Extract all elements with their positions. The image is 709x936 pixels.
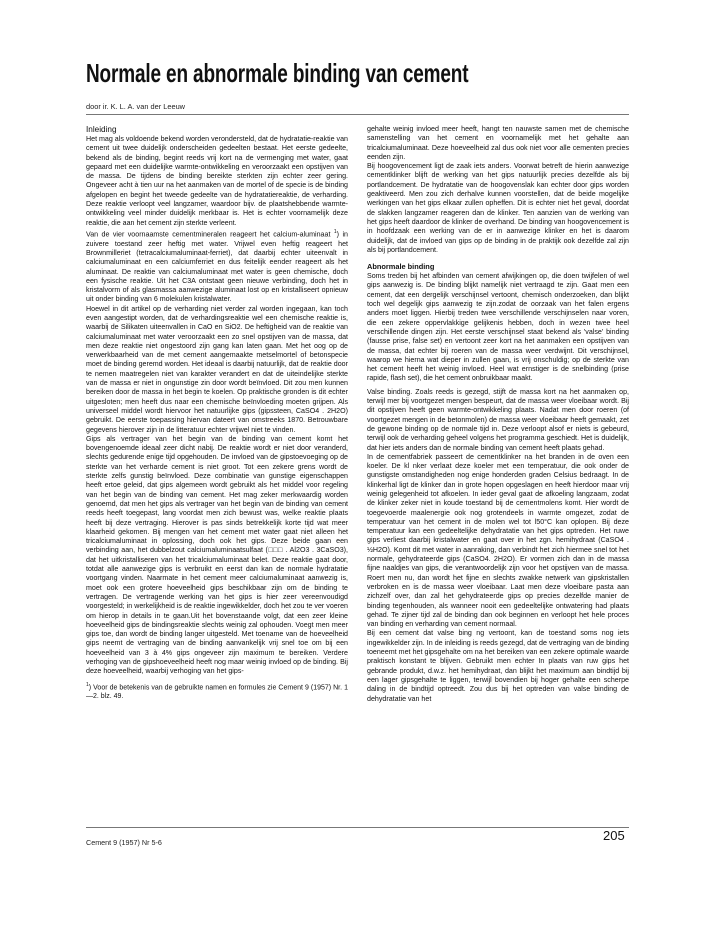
paragraph: Hoewel in dit artikel op de verharding niet verder zal worden ingegaan, kan toch even aangestipt worden, dat de verhardingsreaktie wel een chemische reaktie is, waarbij de Silikaten uiteenvallen in CaO en SiO2. De heftigheid van de reaktie van calciumaluminaat met water veroorzaakt een zo snel opstijven van de massa, dat men deze reaktie niet ongestoord zijn gang kan laten gaan. Met het oog op de verwerkbaarheid van de met cement aangemaakte metselmortel of betonspecie moet de binding geremd worden. Het ideaal is daarbij natuurlijk, dat de reaktie door te nemen maatregelen niet van karakter verandert en dat de uiteindelijke sterkte van de massa er niet in ongunstige zin door wordt beïnvloed. Dit zou men kunnen bereiken door de massa in het begin te koelen. Op praktische gronden is dit echter uitgesloten; men heeft dus naar een chemische beïnvloeding moeten grijpen. Als universeel middel wordt hiervoor het natuurlijke gips (gipssteen, CaSO4 . 2H2O) gebruikt. De eerste toepassing hiervan dateert van omstreeks 1870. Betrouwbare gegevens hierover zijn in de litteratuur echter vrijwel niet te vinden. bbox=[86, 304, 348, 434]
article-title: Normale en abnormale binding van cement bbox=[86, 58, 469, 88]
paragraph: Bij een cement dat valse bing ng vertoont, kan de toestand soms nog iets ingewikkelder zijn. In de inleiding is reeds gezegd, dat de vertraging van de binding toeneemt met het gipsgehalte om na het bereiken van een zekere optimale waarde praktisch konstant te blijven. Gebruikt men echter In plaats van ruw gips het gebrande produkt, d.w.z. het hemihydraat, dan blijkt het maximum aan bindtijd bij een lager gipsgehalte te liggen, terwijl bovendien bij hoger gehalte een scherpe daling in de bindtijd optreedt. Zou dus bij het optreden van valse binding de dehydratatie van het bbox=[367, 629, 629, 703]
author-line: door ir. K. L. A. van der Leeuw bbox=[86, 102, 186, 111]
paragraph: Valse binding. Zoals reeds is gezegd, stijft de massa kort na het aanmaken op, terwijl mer bij voortgezet mengen bespeurt, dat de massa weer vloeibaar wordt. Bij dit opstijven heeft geen warmte-ontwikkeling plaats. Nadat men door roeren (of voortgezet mengen in de betonmolen) de massa weer vloeibaar heeft gemaakt, zet de gewone binding op de normale tijd in. Deze verloopt alsof er niets is gebeurd, terwijl ook de verharding geheel volgens het programma geschiedt. Het is duidelijk, dat hier iets anders dan de normale binding van cement heeft plaats gehad. bbox=[367, 387, 629, 452]
paragraph: Gips als vertrager van het begin van de binding van cement komt het bovengenoemde ideaal zeer dicht nabij. De reaktie wordt er niet door veranderd, slechts gedurende enige tijd opgehouden. De invloed van de gipstoevoeging op de sterkte van het verharde cement is niet groot. Tot een zekere grens wordt de sterkte zelfs gunstig beïnvloed. Deze combinatie van gunstige eigenschappen heeft ertoe geleid, dat gips algemeen wordt gebruikt als het middel voor regeling van het begin van de binding van cement. Het mag zeker merkwaardig worden genoemd, dat men het gips als vertrager van het begin van de binding van cement reeds heeft toegepast, lang voordat men zich bewust was, welke reaktie plaats heeft bij deze vertraging. Hierover is pas sinds betrekkelijk korte tijd wat meer klaarheid gekomen. Bij mengen van het cement met water gaat niet alleen het tricalciumaluminaat in oplossing, doch ook het gips. Deze beide gaan een verbinding aan, het dubbelzout calciumaluminaatsulfaat (□□□ . Al2O3 . 3CaSO3), dat het uitkristalliseren van het tricalciumaluminaat belet. Deze reaktie gaat door, totdat alle aanwezige gips is verbruikt en eerst dan kan de normale hydratatie voortgang vinden. Naarmate in het cement meer calciumaluminaat aanwezig is, moet ook een grotere hoeveelheid gips beschikbaar zijn om de binding te vertragen. De vertragende werking van het gips is hier zeer vereenvoudigd voorgesteld; in werkelijkheid is de reaktie ingewikkelder, doch het zou te ver voeren om hierop in details in te gaan.Uit het bovenstaande volgt, dat een zeer kleine hoeveelheid gips de bindingsreaktie slechts weinig zal ophouden. Voegt men meer gips toe, dan wordt de binding langer uitgesteld. Met toename van de hoeveelheid gips neemt de vertraging van de binding aanvankelijk vrij snel toe om bij een hoeveelheid van 3 à 4% gips ongeveer zijn maximum te bereiken. Verdere verhoging van de gipshoeveelheid heeft nog maar weinig invloed op de binding. Bij deze hoeveelheid, waarbij verhoging van het gips- bbox=[86, 434, 348, 676]
paragraph bbox=[86, 228, 348, 305]
paragraph: Het mag als voldoende bekend worden verondersteld, dat de hydratatie-reaktie van cement uit twee duidelijk onderscheiden gedeelten bestaat. Het eerste gedeelte, bekend als de binding, begint reeds vrij kort na de vermenging met water, gaat gepaard met een duidelijke warmte-ontwikkeling en veroorzaakt een opstijven van de massa. De tijdens de binding bereikte sterkten zijn echter zeer gering. Ongeveer acht à tien uur na het aanmaken van de mortel of de specie is de binding afgelopen en begint het tweede gedeelte van de hydratatiereaktie, de verharding. Deze reaktie verloopt veel langzamer, waardoor bijv. de plaatshebbende warmte-ontwikkeling veel minder duidelijk merkbaar is. Het is echter voornamelijk deze reaktie, die aan het cement zijn sterkte verleent. bbox=[86, 135, 348, 227]
section-heading-abnormale-binding: Abnormale binding bbox=[367, 262, 435, 272]
header-rule bbox=[86, 114, 629, 115]
paragraph: In de cementfabriek passeert de cementklinker na het branden in de oven een koeler. De kl nker verlaat deze koeler met een temperatuur, die ook onder de gunstigste omstandigheden nog enige honderden graden Celsius bedraagt. In de klinkerhal ligt de klinker dan in grote hopen opgeslagen en heeft hierdoor maar vrij weinig gelegenheid tot afkoelen. In ieder geval gaat de afkoeling langzaam, zodat de klinker zeker niet in koude toestand bij de cementmolens komt. Hier wordt de toegevoerde maalenergie ook nog grotendeels in warmte omgezet, zodat de temperatuur van het cement in de molen wel tot l50°C kan oplopen. Bij deze temperatuur kan een gedeeltelijke dehydratatie van het gips optreden. Het ruwe gips verliest daarbij kristalwater en gaat over in het zgn. hemihydraat (CaSO4 . ½H2O). Komt dit met water in aanraking, dan verbindt het zich hiermee snel tot het normale, gehydrateerde gips (CaSO4. 2H2O). Er vormen zich dan in de massa fijne naaldjes van gips, die verantwoordelijk zijn voor het opstijven van de massa. Roert men nu, dan wordt het fijne en slechts zwakke netwerk van gipskristallen verbroken en is de massa weer vloeibaar. Laat men deze vloeibare pasta aan zichzelf over, dan zal het gehydrateerde gips op precies dezelfde manier de binding tegenhouden, als wanneer nooit een gedeeltelijke ontwatering had plaats gehad. Te zijner tijd zal de binding dan ook beginnen en verloopt het hele proces van binding en verharding van cement normaal. bbox=[367, 452, 629, 629]
journal-reference: Cement 9 (1957) Nr 5-6 bbox=[86, 838, 162, 847]
section-heading-inleiding: Inleiding bbox=[86, 125, 117, 134]
paragraph: Soms treden bij het afbinden van cement afwijkingen op, die doen twijfelen of wel gips aanwezig is. De binding blijkt namelijk niet vertraagd te zijn. Gaat men een cement, dat een dergelijk verschijnsel vertoont, chemisch onderzoeken, dan blijkt toch wel degelijk gips aanwezig te zijn.zodat de oorzaak van het falen ergens anders moet liggen. Hierbij treden twee verschillende verschijnselen naar voren, die een zekere oppervlakkige gelijkenis hebben, doch in wezen twee heel verschillende dingen zijn. Het eerste verschijnsel staat bekend als 'valse' binding (fausse prise, false set) en vertoont zeer kort na het aanmaken een opstijven van de massa, dat echter bij roeren van de massa weer verdwijnt. Dit verschijnsel, waarop we hierna wat dieper in zullen gaan, is vrij onschuldig; op de sterkte van het cement heeft het weinig invloed. Heel wat ernstiger is de snelbinding (prise rapide, flash set), die het cement onbruikbaar maakt. bbox=[367, 272, 629, 383]
paragraph-text: Van de vier voornaamste cementmineralen reageert het calcium-aluminaat bbox=[86, 230, 334, 239]
paragraph: Bij hoogovencement ligt de zaak iets anders. Voorwat betreft de hierin aanwezige cementklinker blijft de werking van het gips natuurlijk precies dezelfde als bij portlandcement. De hydratatie van de hoogovenslak kan echter door gips worden geaktiveerd. Men zou zich derhalve kunnen voorstellen, dat de beide mogelijke werkingen van het gips elkaar zullen opheffen. Dit is echter niet het geval, doordat de slakken langzamer reageren dan de klinker. Ten aanzien van de werking van het gips heeft daardoor de klinker de overhand. De binding van hoogovencement is in hoofdzaak een werking van de er in aanwezige klinker en het is daarom duidelijk, dat de invloed van gips op de binding in de praktijk ook dezelfde zal zijn als bij portlandcement. bbox=[367, 162, 629, 254]
footnote-marker: 1 bbox=[86, 681, 89, 688]
left-column bbox=[86, 125, 348, 702]
footer-rule bbox=[86, 827, 629, 828]
page-number: 205 bbox=[603, 828, 625, 843]
footnote-text: ) Voor de betekenis van de gebruikte namen en formules zie Cement 9 (1957) Nr. 1—2. blz. 49. bbox=[86, 683, 348, 701]
paragraph-text: ) in zuivere toestand zeer heftig met water. Vrijwel even heftig reageert het Brownmilleriet (tetracalciumaluminaat-ferriet), dat daarbij echter uiteenvalt in calciumaluminaat en een calciumferriet en dus feitelijk eender reageert als het aluminaat. De reaktie van calciumaluminaat met water is geen chemische, doch een fysische reaktie. Uit het C3A ontstaat geen nieuwe verbinding, doch het in kristalvorm of als glasmassa aanwezige aluminaat lost op en kristalliseert opnieuw uit onder binding van 6 molekulen kristalwater. bbox=[86, 230, 348, 304]
right-column bbox=[367, 125, 629, 704]
footnote-marker: 1 bbox=[333, 228, 337, 235]
paragraph: gehalte weinig invloed meer heeft, hangt ten nauwste samen met de chemische samenstelling van het cement en voornamelijk met het gehalte aan tricalciumaluminaat. Deze hoeveelheid zal dus ook niet voor alle cementen precies eenden zijn. bbox=[367, 125, 629, 161]
footnote bbox=[86, 681, 348, 702]
